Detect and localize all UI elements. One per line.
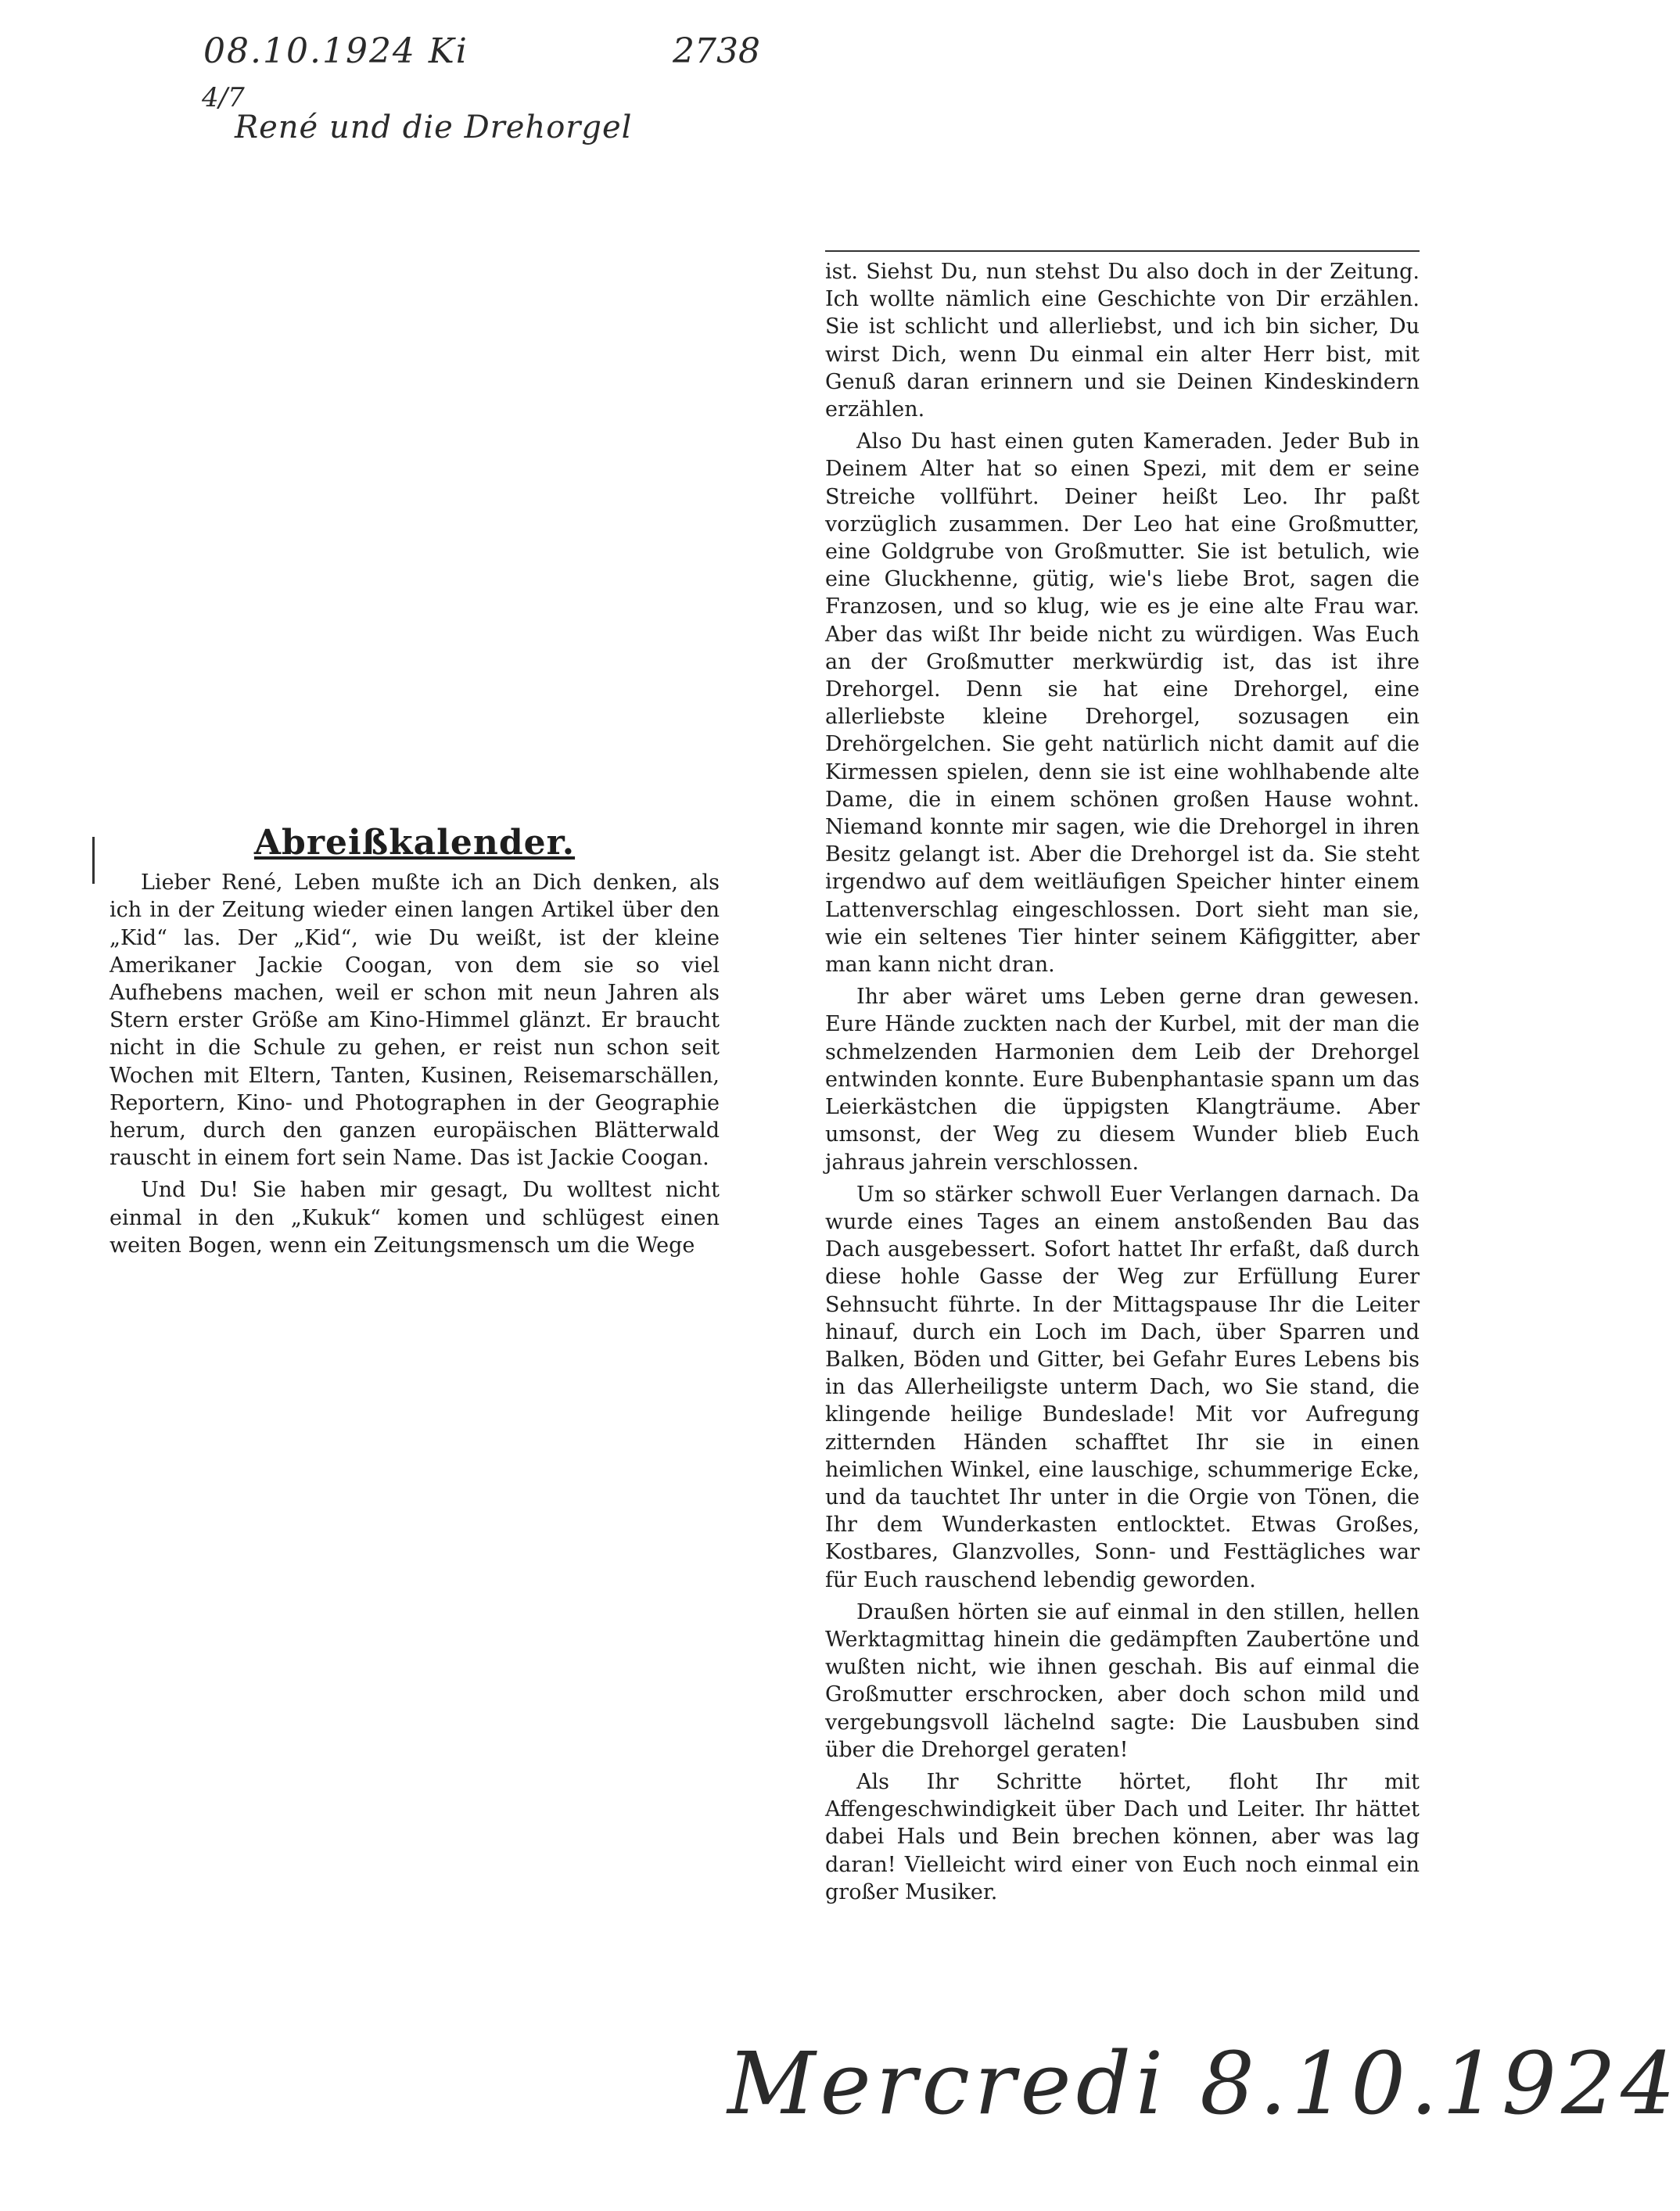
article-paragraph: Und Du! Sie haben mir gesagt, Du wolltest nicht einmal in den „Kukuk“ komen und schlügest einen weiten Bogen, wenn ein Zeitungsmensch um die Wege (109, 1178, 720, 1258)
article-left-column (109, 823, 720, 1264)
article-paragraph: Also Du hast einen guten Kameraden. Jeder Bub in Deinem Alter hat so einen Spezi, mit dem er seine Streiche vollführt. Deiner heißt Leo. Ihr paßt vorzüglich zusammen. Der Leo hat eine Großmutter, eine Goldgrube von Großmutter. Sie ist betulich, wie eine Gluckhenne, gütig, wie's liebe Brot, sagen die Franzosen, und so klug, wie es je eine alte Frau war. Aber das wißt Ihr beide nicht zu würdigen. Was Euch an der Großmutter merkwürdig ist, das ist ihre Drehorgel. Denn sie hat eine Drehorgel, eine allerliebste kleine Drehorgel, sozusagen ein Drehörgelchen. Sie geht natürlich nicht damit auf die Kirmessen spielen, denn sie ist eine wohlhabende alte Dame, die in einem schönen großen Hause wohnt. Niemand konnte mir sagen, wie die Drehorgel in ihren Besitz gelangt ist. Aber die Drehorgel ist da. Sie steht irgendwo auf dem weitläufigen Speicher hinter einem Lattenverschlag eingeschlossen. Dort sieht man sie, wie ein seltenes Tier hinter seinem Käfiggitter, aber man kann nicht dran. (825, 429, 1420, 978)
margin-rule (92, 837, 95, 884)
article-paragraph: Draußen hörten sie auf einmal in den stillen, hellen Werktagmittag hinein die gedämpften Zaubertöne und wußten nicht, wie ihnen geschah. Bis auf einmal die Großmutter erschrocken, aber doch schon mild und vergebungsvoll lächelnd sagte: Die Lausbuben sind über die Drehorgel geraten! (825, 1599, 1420, 1762)
handwritten-archive-number: 2738 (673, 31, 760, 71)
column-top-rule (825, 250, 1420, 252)
handwritten-title: René und die Drehorgel (235, 109, 633, 145)
article-paragraph: Als Ihr Schritte hörtet, floht Ihr mit Affengeschwindigkeit über Dach und Leiter. Ihr hättet dabei Hals und Bein brechen können, aber was lag daran! Vielleicht wird einer von Euch noch einmal ein großer Musiker. (825, 1769, 1420, 1904)
article-paragraph: ist. Siehst Du, nun stehst Du also doch in der Zeitung. Ich wollte nämlich eine Geschichte von Dir erzählen. Sie ist schlicht und allerliebst, und ich bin sicher, Du wirst Dich, wenn Du einmal ein alter Herr bist, mit Genuß daran erinnern und sie Deinen Kindeskindern erzählen. (825, 260, 1420, 422)
article-right-column (825, 250, 1420, 1911)
article-paragraph: Ihr aber wäret ums Leben gerne dran gewesen. Eure Hände zuckten nach der Kurbel, mit der man die schmelzenden Harmonien dem Leib der Drehorgel entwinden konnte. Eure Bubenphantasie spann um das Leierkästchen die üppigsten Klangträume. Aber umsonst, der Weg zu diesem Wunder blieb Euch jahraus jahrein verschlossen. (825, 985, 1420, 1175)
article-paragraph: Um so stärker schwoll Euer Verlangen darnach. Da wurde eines Tages an einem anstoßenden Bau das Dach ausgebessert. Sofort hattet Ihr erfaßt, daß durch diese hohle Gasse der Weg zur Erfüllung Eurer Sehnsucht führte. In der Mittagspause Ihr die Leiter hinauf, durch ein Loch im Dach, über Sparren und Balken, Böden und Gitter, bei Gefahr Eures Lebens bis in das Allerheiligste unterm Dach, wo Sie stand, die klingende heilige Bundeslade! Mit vor Aufregung zitternden Händen schafftet Ihr sie in einen heimlichen Winkel, eine lauschige, schummerige Ecke, und da tauchtet Ihr unter in die Orgie von Tönen, die Ihr dem Wunderkasten entlocktet. Etwas Großes, Kostbares, Glanzvolles, Sonn- und Festtägliches war für Euch rauschend lebendig geworden. (825, 1182, 1420, 1592)
handwritten-bottom-date: Mercredi 8.10.1924 (727, 2033, 1680, 2134)
handwritten-fraction-mark: 4/7 (202, 82, 245, 113)
handwritten-date: 08.10.1924 Ki (203, 31, 468, 71)
article-heading: Abreißkalender. (253, 823, 576, 863)
article-paragraph: Lieber René, Leben mußte ich an Dich denken, als ich in der Zeitung wieder einen langen Artikel über den „Kid“ las. Der „Kid“, wie Du weißt, ist der kleine Amerikaner Jackie Coogan, von dem sie so viel Aufhebens machen, weil er schon mit neun Jahren als Stern erster Größe am Kino-Himmel glänzt. Er braucht nicht in die Schule zu gehen, er reist nun schon seit Wochen mit Eltern, Tanten, Kusinen, Reisemarschällen, Reportern, Kino- und Photographen in der Geographie herum, durch den ganzen europäischen Blätterwald rauscht in einem fort sein Name. Das ist Jackie Coogan. (109, 870, 720, 1171)
